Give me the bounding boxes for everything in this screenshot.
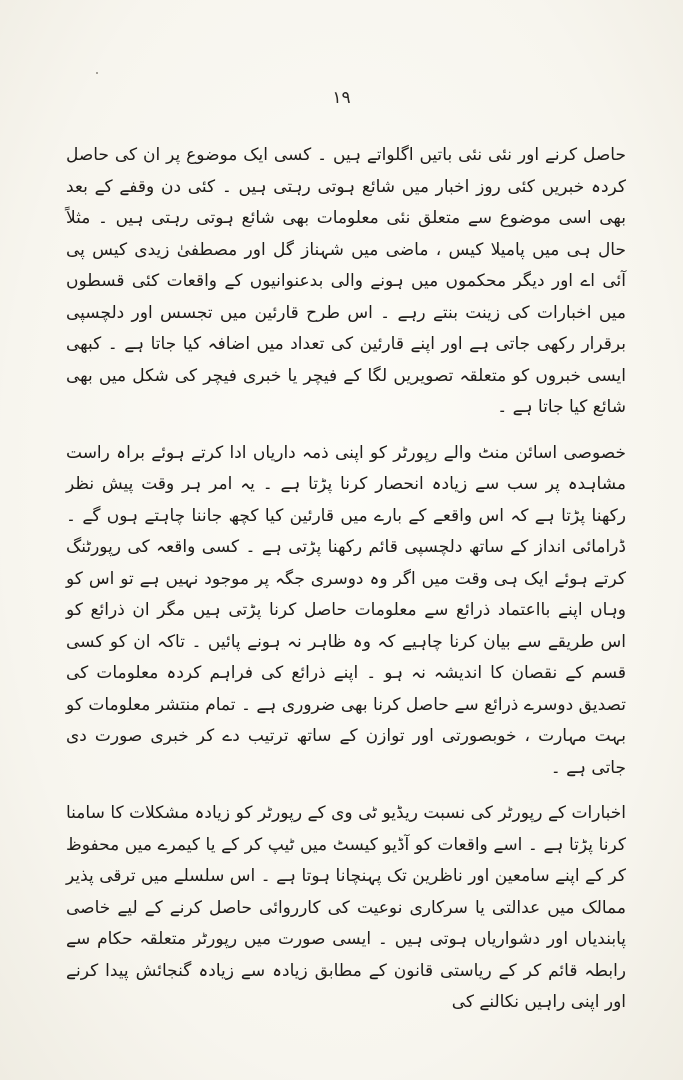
page-number: ۱۹: [332, 88, 351, 108]
paragraph-1: حاصل کرنے اور نئی نئی باتیں اگلواتے ہیں ۔ کسی ایک موضوع پر ان کی حاصل کردہ خبریں کئی روز اخبار میں شائع ہوتی رہتی ہیں ۔ کئی دن وقفے کے بعد بھی اسی موضوع سے متعلق نئی معلومات بھی شائع ہوتی رہتی ہیں ۔ مثلاً حال ہی میں پامیلا کیس ، ماضی میں شہناز گل اور مصطفیٰ زیدی کیس پی آئی اے اور دیگر محکموں میں ہونے والی بدعنوانیوں کے واقعات کئی قسطوں میں اخبارات کی زینت بنتے رہے ۔ اس طرح قارئین میں تجسس اور دلچسپی برقرار رکھی جاتی ہے اور اپنے قارئین کی تعداد میں اضافہ کیا جاتا ہے ۔ کبھی ایسی خبروں کو متعلقہ تصویریں لگا کے فیچر یا خبری فیچر کی شکل میں بھی شائع کیا جاتا ہے ۔: [66, 145, 626, 417]
paragraph-2: خصوصی اسائن منٹ والے رپورٹر کو اپنی ذمہ داریاں ادا کرتے ہوئے براہ راست مشاہدہ پر سب سے زیادہ انحصار کرنا پڑتا ہے ۔ یہ امر ہر وقت پیش نظر رکھنا پڑتا ہے کہ اس واقعے کے بارے میں قارئین کیا کچھ جاننا چاہتے ہوں گے ۔ ڈرامائی انداز کے ساتھ دلچسپی قائم رکھنا پڑتی ہے ۔ کسی واقعہ کی رپورٹنگ کرتے ہوئے ایک ہی وقت میں اگر وہ دوسری جگہ پر موجود نہیں ہے تو اس کو وہاں اپنے بااعتماد ذرائع سے معلومات حاصل کرنا پڑتی ہیں مگر ان ذرائع کو اس طریقے سے بیان کرنا چاہیے کہ وہ ظاہر نہ ہونے پائیں ۔ تاکہ ان کو کسی قسم کے نقصان کا اندیشہ نہ ہو ۔ اپنے ذرائع کی فراہم کردہ معلومات کی تصدیق دوسرے ذرائع سے حاصل کرنا بھی ضروری ہے ۔ تمام منتشر معلومات کو بہت مہارت ، خوبصورتی اور توازن کے ساتھ ترتیب دے کر خبری صورت دی جاتی ہے ۔: [66, 442, 626, 778]
paragraph-3: اخبارات کے رپورٹر کی نسبت ریڈیو ٹی وی کے رپورٹر کو زیادہ مشکلات کا سامنا کرنا پڑتا ہے ۔ اسے واقعات کو آڈیو کیسٹ میں ٹیپ کر کے یا کیمرے میں محفوظ کر کے اپنے سامعین اور ناظرین تک پہنچانا ہوتا ہے ۔ اس سلسلے میں ترقی پذیر ممالک میں عدالتی یا سرکاری نوعیت کی کارروائی حاصل کرنے کے لیے خاصی پابندیاں اور دشواریاں ہوتی ہیں ۔ ایسی صورت میں رپورٹر متعلقہ حکام سے رابطہ قائم کر کے ریاستی قانون کے مطابق زیادہ سے زیادہ گنجائش پیدا کرنے اور اپنی راہیں نکالنے کی: [66, 803, 626, 1012]
body-text: [66, 140, 626, 1019]
paper-speck: [96, 72, 98, 74]
